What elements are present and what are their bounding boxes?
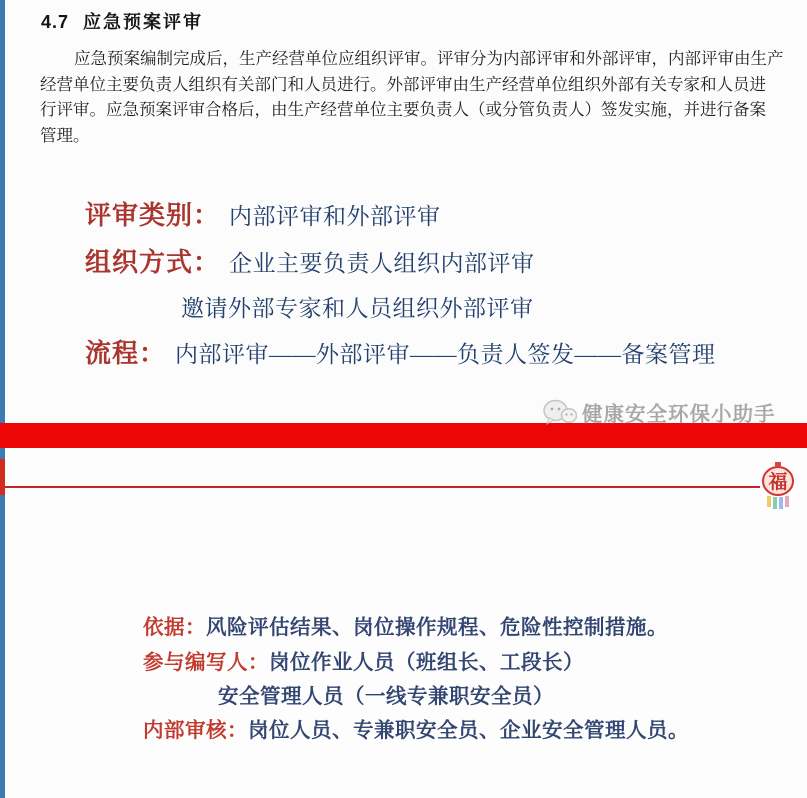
paragraph-line: 管理。	[40, 125, 90, 145]
watermark-text: 健康安全环保小助手	[582, 403, 776, 426]
field-value: 邀请外部专家和人员组织外部评审	[181, 296, 534, 321]
slide-bottom	[0, 455, 807, 798]
field-value: 内部评审——外部评审——负责人签发——备案管理	[175, 342, 716, 367]
watermark	[543, 397, 776, 427]
participants-row-continued	[218, 679, 554, 709]
field-value: 企业主要负责人组织内部评审	[229, 251, 535, 276]
field-label: 内部审核：	[143, 719, 248, 742]
red-rule-line	[4, 486, 760, 488]
field-value: 内部评审和外部评审	[229, 204, 441, 229]
body-paragraph	[40, 46, 784, 148]
red-lantern-emblem-icon	[759, 461, 797, 513]
review-type-row	[85, 195, 441, 232]
paragraph-line: 行评审。应急预案评审合格后，由生产经营单位主要负责人（或分管负责人）签发实施，并进行备案	[40, 100, 766, 119]
red-accent-stripe	[0, 459, 5, 495]
field-label: 评审类别：	[85, 201, 221, 230]
field-label: 参与编写人：	[143, 651, 269, 674]
svg-text:福: 福	[768, 472, 788, 493]
organization-mode-row-continued	[181, 290, 534, 323]
process-flow-row	[85, 333, 716, 370]
wechat-bubbles-icon	[543, 399, 577, 426]
field-value: 岗位人员、专兼职安全员、企业安全管理人员。	[248, 719, 689, 742]
field-value: 风险评估结果、岗位操作规程、危险性控制措施。	[206, 616, 668, 639]
field-label: 流程：	[85, 339, 167, 368]
field-label: 依据：	[143, 616, 206, 639]
section-title: 应急预案评审	[83, 12, 204, 32]
basis-row	[143, 610, 668, 640]
field-label: 组织方式：	[85, 248, 221, 277]
internal-audit-row	[143, 713, 689, 743]
paragraph-line: 应急预案编制完成后，生产经营单位应组织评审。评审分为内部评审和外部评审，内部评审由生产	[74, 49, 784, 68]
participants-row	[143, 645, 584, 675]
organization-mode-row	[85, 242, 535, 279]
section-number: 4.7	[41, 12, 70, 32]
section-heading	[41, 8, 203, 34]
left-blue-stripe	[0, 0, 5, 798]
field-value: 岗位作业人员（班组长、工段长）	[269, 651, 584, 674]
field-value: 安全管理人员（一线专兼职安全员）	[218, 685, 554, 708]
paragraph-line: 经营单位主要负责人组织有关部门和人员进行。外部评审由生产经营单位组织外部有关专家和人员进	[40, 74, 766, 94]
